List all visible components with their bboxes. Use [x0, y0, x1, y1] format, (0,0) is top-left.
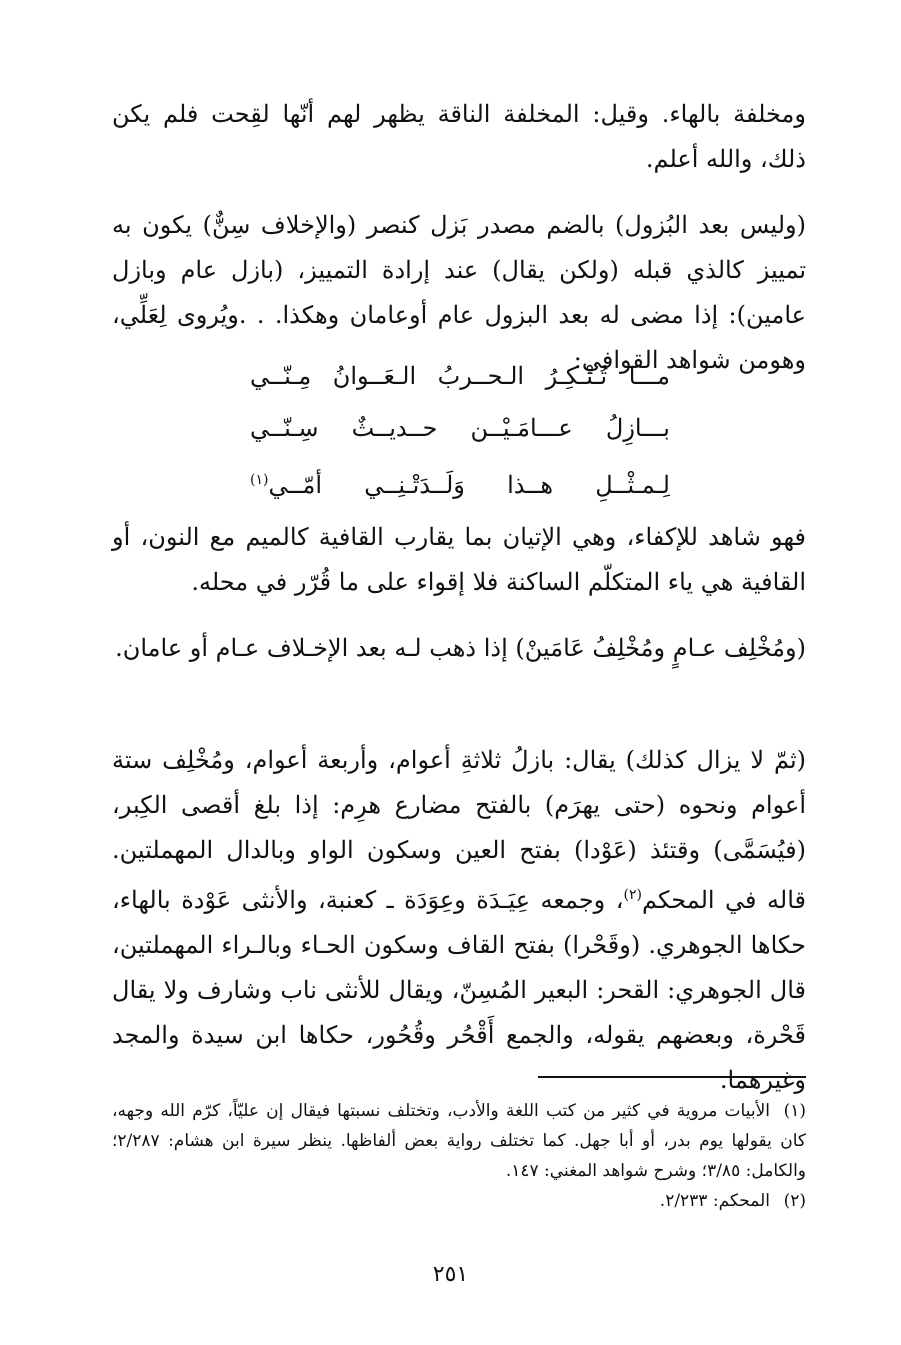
verse-line-3 [250, 454, 670, 511]
footnote-2-number: (٢) [783, 1191, 806, 1211]
paragraph-2-text: (وليس بعد البُزول) بالضم مصدر بَزل كنصر (والإخلاف سِنٌّ) يكون به تمييز كالذي قبله (ولكن يقال) عند إرادة التمييز، (بازل عام وبازل عامين): إذا مضى له بعد البزول عام أوعامان وهكذا. . .ويُروى لِعَلِّي، وهومن شواهد القوافي: [112, 211, 806, 374]
footnote-ref-2: (٢) [623, 887, 642, 903]
footnote-2-text: المحكم: ٢/٢٣٣. [659, 1191, 770, 1211]
paragraph-4 [112, 626, 806, 671]
paragraph-4-text: (ومُخْلِف عـامٍ ومُخْلِفُ عَامَينْ) إذا ذهب لـه بعد الإخـلاف عـام أو عامان. [115, 634, 806, 662]
footnote-ref-1: (١) [250, 472, 269, 488]
footnote-1 [112, 1096, 806, 1186]
verse-line-3-text: لِـمـثْــلِ هــذا وَلَــدَتْـنِــي أمّــي [268, 471, 670, 499]
paragraph-3 [112, 515, 806, 605]
paragraph-1-text: ومخلفة بالهاء. وقيل: المخلفة الناقة يظهر لهم أنّها لقِحت فلم يكن ذلك، والله أعلم. [112, 100, 806, 173]
paragraph-1 [112, 92, 806, 182]
page-number: ٢٥١ [432, 1262, 469, 1287]
footnote-2 [112, 1186, 806, 1216]
paragraph-5-text-b: ، وجمعه عِيَـدَة وعِوَدَة ـ كعنبة، والأنثى عَوْدة بالهاء، حكاها الجوهري. (وقَحْرا) بفتح القاف وسكون الحـاء وبالـراء المهملتين، قال الجوهري: القحر: البعير المُسِنّ، ويقال للأنثى ناب وشارف ولا يقال قَحْرة، وبعضهم يقوله، والجمع أَقْحُر وقُحُور، حكاها ابن سيدة والمجد وغيرهما. [112, 886, 806, 1094]
paragraph-5-text-a: (ثمّ لا يزال كذلك) يقال: بازلُ ثلاثةِ أعوام، وأربعة أعوام، ومُخْلِف ستة أعوام ونحوه (حتى يهرَم) بالفتح مضارع هرِم: إذا بلغ أقصى الكِبر، (فيُسَمَّى) وقتئذ (عَوْدا) بفتح العين وسكون الواو وبالدال المهملتين. قاله في المحكم [112, 746, 806, 914]
poem-verse [250, 350, 670, 511]
footnote-1-text: الأبيات مروية في كثير من كتب اللغة والأدب، وتختلف نسبتها فيقال إن عليّاً، كرّم الله وجهه، كان يقولها يوم بدر، أو أبا جهل. كما تختلف رواية بعض ألفاظها. ينظر سيرة ابن هشام: ٢/٢٨٧؛ والكامل: ٣/٨٥؛ وشرح شواهد المغني: ١٤٧. [112, 1101, 806, 1181]
paragraph-5 [112, 738, 806, 1103]
paragraph-3-text: فهو شاهد للإكفاء، وهي الإتيان بما يقارب القافية كالميم مع النون، أو القافية هي ياء المتكلّم الساكنة فلا إقواء على ما قُرّر في محله. [112, 523, 806, 596]
footnote-divider [538, 1076, 806, 1078]
footnotes [112, 1096, 806, 1216]
footnote-1-number: (١) [783, 1101, 806, 1121]
verse-line-2: بـــازِلُ عـــامَـيْــن حــديــثٌ سِـنّــي [250, 414, 670, 442]
verse-line-1: مـــا تُـنْـكِـرُ الـحــربُ الـعَــوانُ مِـنّــي [250, 362, 670, 390]
